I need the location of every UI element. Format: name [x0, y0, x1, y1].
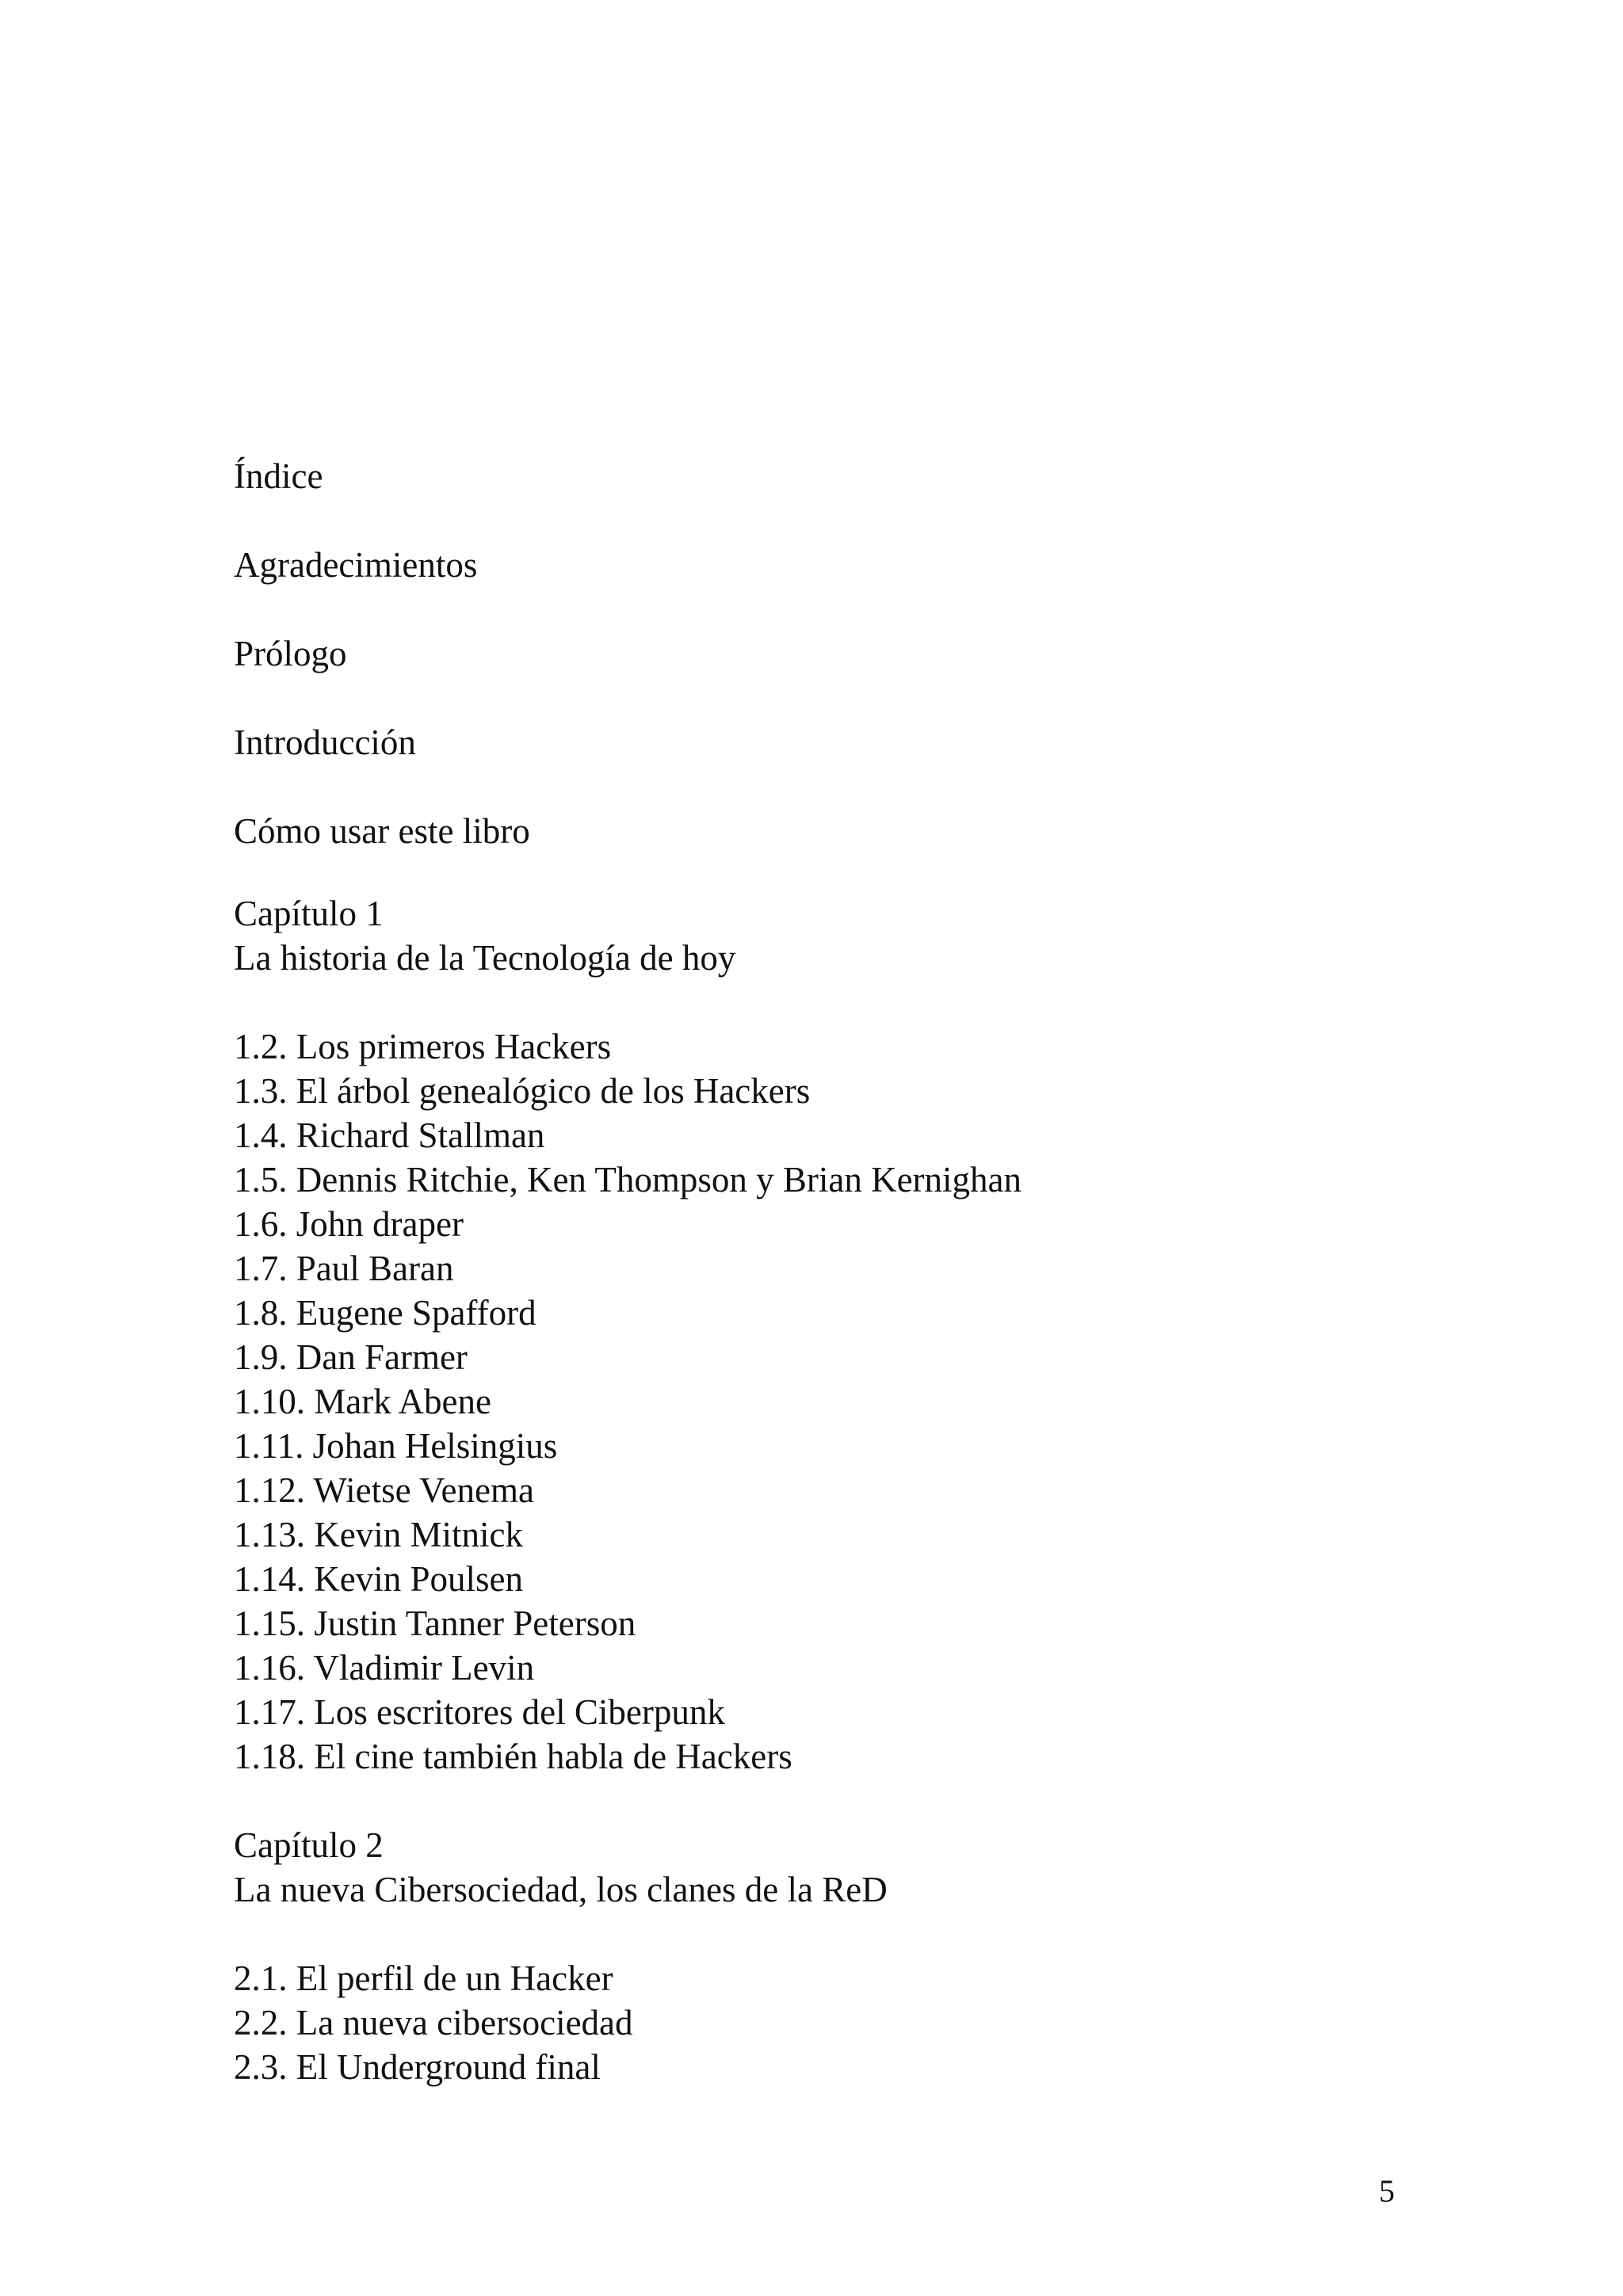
chapter-1-sections	[234, 1024, 1502, 1779]
toc-section: 2.2. La nueva cibersociedad	[234, 2003, 633, 2042]
toc-section: 1.4. Richard Stallman	[234, 1116, 545, 1155]
toc-entry-como-usar: Cómo usar este libro	[234, 811, 530, 851]
toc-section: 1.6. John draper	[234, 1204, 464, 1244]
toc-section: 1.8. Eugene Spafford	[234, 1293, 537, 1333]
toc-section: 1.15. Justin Tanner Peterson	[234, 1604, 636, 1643]
toc-section: 1.2. Los primeros Hackers	[234, 1027, 612, 1066]
toc-section: 1.16. Vladimir Levin	[234, 1648, 535, 1688]
chapter-1-title: La historia de la Tecnología de hoy	[234, 938, 736, 978]
toc-section: 1.17. Los escritores del Ciberpunk	[234, 1692, 725, 1732]
toc-entry-prologo: Prólogo	[234, 634, 347, 673]
chapter-2-label: Capítulo 2	[234, 1825, 384, 1865]
toc-section: 1.13. Kevin Mitnick	[234, 1515, 523, 1554]
toc-section: 1.9. Dan Farmer	[234, 1337, 468, 1377]
toc-section: 2.3. El Underground final	[234, 2047, 601, 2087]
toc-section: 1.11. Johan Helsingius	[234, 1426, 558, 1466]
toc-section: 1.10. Mark Abene	[234, 1382, 491, 1421]
toc-section: 1.5. Dennis Ritchie, Ken Thompson y Brian Kernighan	[234, 1160, 1022, 1199]
chapter-2-sections	[234, 1956, 1502, 2089]
toc-entry-introduccion: Introducción	[234, 723, 416, 762]
toc-index-title: Índice	[234, 456, 323, 496]
table-of-contents	[234, 454, 1502, 2089]
chapter-2-title: La nueva Cibersociedad, los clanes de la ReD	[234, 1870, 888, 1909]
toc-section: 2.1. El perfil de un Hacker	[234, 1958, 613, 1998]
toc-entry-agradecimientos: Agradecimientos	[234, 545, 478, 585]
toc-section: 1.18. El cine también habla de Hackers	[234, 1737, 792, 1776]
toc-section: 1.14. Kevin Poulsen	[234, 1559, 523, 1599]
toc-section: 1.3. El árbol genealógico de los Hackers	[234, 1071, 811, 1111]
toc-section: 1.12. Wietse Venema	[234, 1470, 534, 1510]
toc-section: 1.7. Paul Baran	[234, 1249, 454, 1288]
page-number: 5	[1379, 2173, 1395, 2209]
chapter-1-label: Capítulo 1	[234, 894, 384, 933]
